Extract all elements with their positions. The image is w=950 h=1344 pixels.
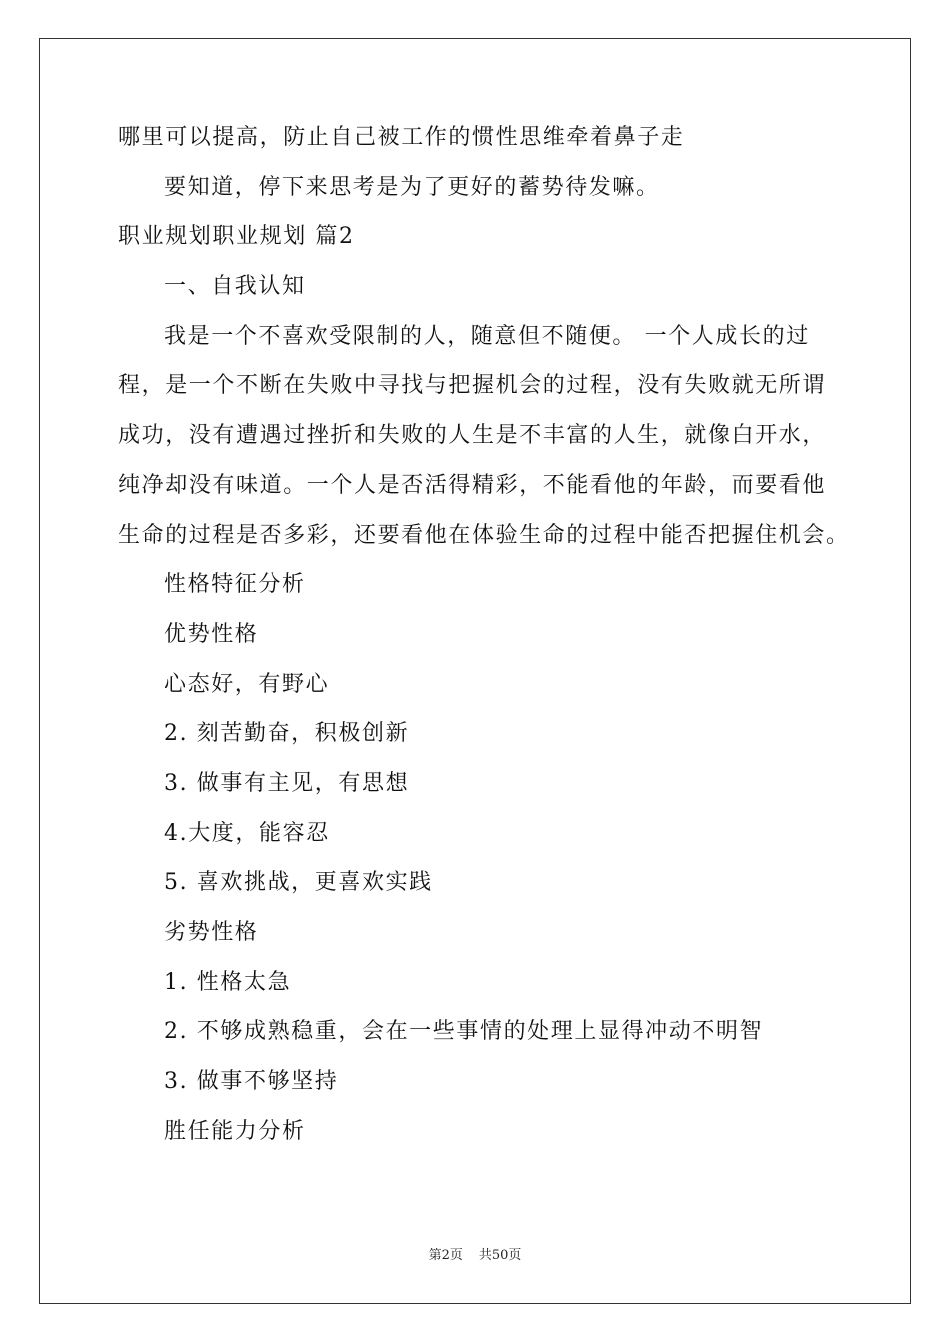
text-line: 劣势性格 <box>164 920 259 945</box>
page-footer <box>0 1248 950 1264</box>
paragraph-line: 程，是一个不断在失败中寻找与把握机会的过程，没有失败就无所谓 <box>118 373 827 399</box>
text-line: 性格特征分析 <box>164 572 306 598</box>
list-item: 4.大度，能容忍 <box>164 820 330 846</box>
page-number: 第2页 <box>428 1248 463 1263</box>
list-item: 2. 不够成熟稳重，会在一些事情的处理上显得冲动不明智 <box>164 1019 764 1045</box>
page-total: 共50页 <box>478 1248 522 1263</box>
section-heading: 职业规划职业规划 篇2 <box>118 224 355 250</box>
list-item: 心态好，有野心 <box>164 671 330 697</box>
subsection-heading: 一、自我认知 <box>164 274 306 300</box>
document-body <box>118 126 848 1169</box>
paragraph-line: 我是一个不喜欢受限制的人，随意但不随便。 一个人成长的过 <box>164 323 810 349</box>
list-item: 2. 刻苦勤奋，积极创新 <box>164 721 410 747</box>
list-item: 1. 性格太急 <box>164 969 292 995</box>
text-line: 优势性格 <box>164 621 259 647</box>
paragraph-line: 成功，没有遭遇过挫折和失败的人生是不丰富的人生，就像白开水， <box>118 423 827 449</box>
list-item: 3. 做事有主见，有思想 <box>164 770 410 796</box>
list-item: 3. 做事不够坚持 <box>164 1069 339 1095</box>
list-item: 5. 喜欢挑战，更喜欢实践 <box>164 870 433 896</box>
paragraph-line: 生命的过程是否多彩，还要看他在体验生命的过程中能否把握住机会。 <box>118 522 850 548</box>
text-line: 胜任能力分析 <box>164 1118 306 1144</box>
paragraph-line: 纯净却没有味道。一个人是否活得精彩，不能看他的年龄，而要看他 <box>118 472 827 498</box>
text-line: 哪里可以提高，防止自己被工作的惯性思维牵着鼻子走 <box>118 125 685 150</box>
text-line: 要知道，停下来思考是为了更好的蓄势待发嘛。 <box>164 174 660 200</box>
